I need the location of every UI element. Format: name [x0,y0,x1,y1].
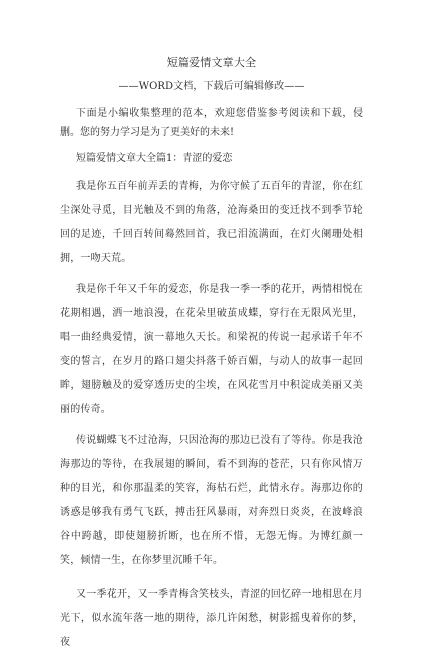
document-body [60,56,363,655]
body-paragraph: 传说蝴蝶飞不过沧海，只因沧海的那边已没有了等待。你是我沧海那边的等待，在我展翅的瞬间，看不到海的苍茫，只有你风情万种的目光，和你那温柔的笑容，海枯石烂，此情永存。海那边你的诱惑是够我有勇气飞跃，搏击狂风暴雨，对奔烈日炎炎，在波峰浪谷中跨越，即使翅膀折断，也在所不惜，无怨无悔。为博红颜一笑，倾情一生，在你梦里沉睡千年。 [60,435,363,566]
body-paragraph: 又一季花开，又一季青梅含笑枝头，青涩的回忆碎一地相思在月光下，似水流年落一地的期待，添几许闲愁，树影摇曳着你的梦，夜 [60,589,363,648]
body-paragraph: 我是你五百年前弄丢的青梅，为你守候了五百年的青涩，你在红尘深处寻觅，目光触及不到的角落，沧海桑田的变迁找不到季节轮回的足迹，千回百转间蓦然回首，我已泪流满面，在灯火阑珊处相拥，一吻天荒。 [60,181,363,264]
section-heading: 短篇爱情文章大全篇1：青涩的爱恋 [76,153,233,164]
document-title: 短篇爱情文章大全 [166,56,257,69]
intro-paragraph: 下面是小编收集整理的范本，欢迎您借鉴参考阅读和下载，侵删。您的努力学习是为了更美好的未来! [60,108,363,138]
body-paragraph: 我是你千年又千年的爱恋，你是我一季一季的花开，两情相悦在花期相遇，洒一地浪漫，在花朵里破茧成蝶，穿行在无限风光里，唱一曲经典爱情，演一幕地久天长。和梁祝的传说一起承诺千年不变的誓言，在岁月的路口翅尖抖落千娇百媚，与动人的故事一起回眸，翅膀触及的爱穿透历史的尘埃，在风花雪月中积淀成美丽又美丽的传奇。 [60,284,363,415]
document-subtitle: ——WORD文档，下载后可编辑修改—— [118,81,305,92]
